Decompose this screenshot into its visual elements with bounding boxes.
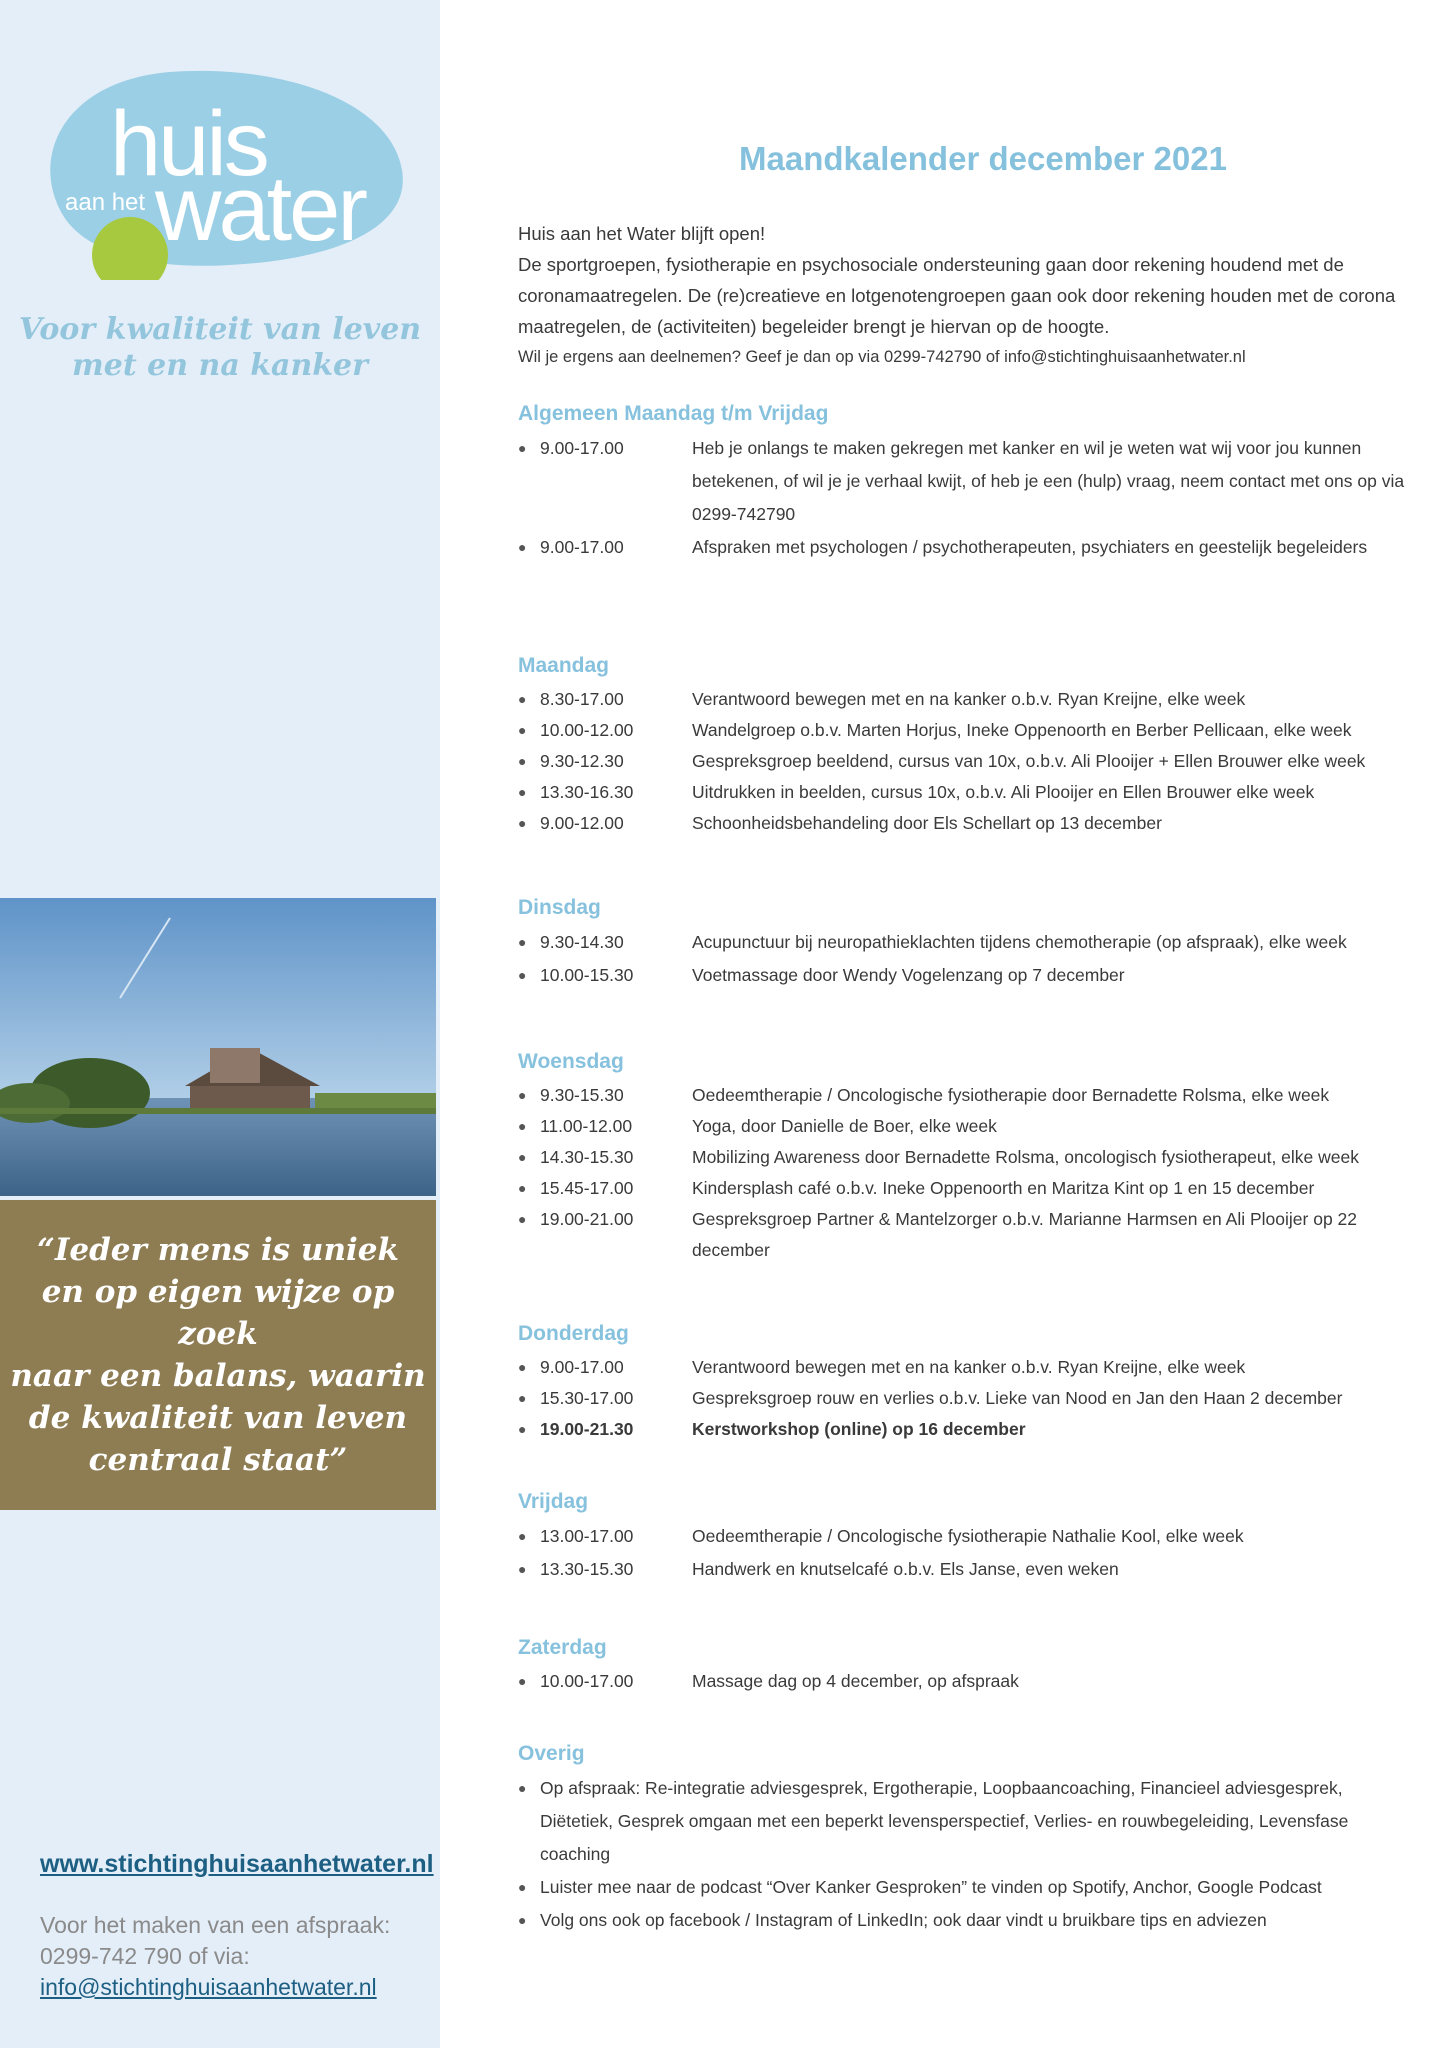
section-overig <box>518 1742 1408 1937</box>
house-by-water-photo <box>0 898 436 1196</box>
website-link[interactable]: www.stichtinghuisaanhetwater.nl <box>40 1850 434 1878</box>
contact-info <box>40 1910 390 2003</box>
section-heading: Donderdag <box>518 1322 629 1345</box>
schedule-item <box>518 959 1408 992</box>
item-description: Volg ons ook op facebook / Instagram of LinkedIn; ook daar vindt u bruikbare tips en adviezen <box>540 1910 1267 1930</box>
section-heading: Vrijdag <box>518 1490 589 1513</box>
section-algemeen <box>518 402 1408 564</box>
item-description: Oedeemtherapie / Oncologische fysiotherapie door Bernadette Rolsma, elke week <box>692 1085 1330 1105</box>
schedule-item <box>518 1520 1408 1553</box>
item-description: Massage dag op 4 december, op afspraak <box>692 1671 1019 1691</box>
quote-line-2: en op eigen wijze op zoek <box>41 1274 395 1352</box>
section-dinsdag <box>518 896 1408 992</box>
item-time: 9.30-15.30 <box>540 1085 624 1105</box>
item-time: 9.30-14.30 <box>540 932 624 952</box>
schedule-list <box>518 926 1408 992</box>
section-heading: Dinsdag <box>518 896 601 919</box>
schedule-list <box>518 684 1408 839</box>
schedule-list <box>518 1666 1408 1697</box>
item-description: Yoga, door Danielle de Boer, elke week <box>692 1116 997 1136</box>
section-zaterdag <box>518 1636 1408 1697</box>
schedule-item <box>518 777 1408 808</box>
quote-box <box>0 1200 436 1510</box>
item-description: Gespreksgroep rouw en verlies o.b.v. Lieke van Nood en Jan den Haan 2 december <box>692 1388 1343 1408</box>
bullet-icon: ● <box>518 1087 527 1103</box>
quote-line-3: naar een balans, waarin <box>10 1358 426 1394</box>
item-time: 9.00-17.00 <box>540 438 624 458</box>
item-description: Verantwoord bewegen met en na kanker o.b.v. Ryan Kreijne, elke week <box>692 1357 1246 1377</box>
bullet-icon: ● <box>518 815 527 831</box>
item-time: 10.00-12.00 <box>540 720 634 740</box>
item-time: 13.30-16.30 <box>540 782 634 802</box>
tagline <box>0 312 440 384</box>
overig-list <box>518 1772 1408 1937</box>
item-time: 15.45-17.00 <box>540 1178 634 1198</box>
item-description: Kindersplash café o.b.v. Ineke Oppenoorth en Maritza Kint op 1 en 15 december <box>692 1178 1315 1198</box>
section-heading: Overig <box>518 1742 585 1765</box>
overig-item <box>518 1904 1408 1937</box>
overig-item <box>518 1871 1408 1904</box>
bullet-icon: ● <box>518 1211 527 1227</box>
item-description: Op afspraak: Re-integratie adviesgesprek, Ergotherapie, Loopbaancoaching, Financieel adviesgesprek, Diëtetiek, Gesprek omgaan met een beperkt levensperspectief, Verlies- en rouwbegeleiding, Levensfase coaching <box>540 1778 1349 1864</box>
quote-text <box>8 1229 428 1481</box>
schedule-item <box>518 1204 1408 1266</box>
item-time: 9.00-17.00 <box>540 1357 624 1377</box>
sidebar <box>0 0 440 2048</box>
item-description: Gespreksgroep beeldend, cursus van 10x, o.b.v. Ali Plooijer + Ellen Brouwer elke week <box>692 751 1366 771</box>
intro-line-1: Huis aan het Water blijft open! <box>518 223 766 244</box>
item-time: 14.30-15.30 <box>540 1147 634 1167</box>
logo-word-water: water <box>155 158 365 260</box>
bullet-icon: ● <box>518 1118 527 1134</box>
section-donderdag <box>518 1322 1408 1445</box>
item-time: 19.00-21.00 <box>540 1209 634 1229</box>
item-time: 11.00-12.00 <box>540 1116 633 1136</box>
schedule-item <box>518 1080 1408 1111</box>
schedule-list <box>518 1520 1408 1586</box>
schedule-list <box>518 432 1408 564</box>
bullet-icon: ● <box>518 1879 527 1895</box>
bullet-icon: ● <box>518 753 527 769</box>
item-time: 13.00-17.00 <box>540 1526 634 1546</box>
quote-line-4: de kwaliteit van leven <box>28 1400 408 1436</box>
schedule-item <box>518 926 1408 959</box>
bullet-icon: ● <box>518 1780 527 1796</box>
item-description: Luister mee naar de podcast “Over Kanker Gesproken” te vinden op Spotify, Anchor, Google Podcast <box>540 1877 1322 1897</box>
intro-paragraph: De sportgroepen, fysiotherapie en psychosociale ondersteuning gaan door rekening houdend met de coronamaatregelen. De (re)creatieve en lotgenotengroepen gaan ook door rekening houden met de corona maatregelen, de (activiteiten) begeleider brengt je hiervan op de hoogte. <box>518 254 1396 337</box>
item-time: 19.00-21.30 <box>540 1419 634 1439</box>
bullet-icon: ● <box>518 691 527 707</box>
schedule-list <box>518 1080 1408 1266</box>
item-time: 8.30-17.00 <box>540 689 624 709</box>
schedule-item <box>518 1383 1408 1414</box>
item-description: Voetmassage door Wendy Vogelenzang op 7 december <box>692 965 1125 985</box>
bullet-icon: ● <box>518 1180 527 1196</box>
item-description: Schoonheidsbehandeling door Els Schellart op 13 december <box>692 813 1162 833</box>
contact-line-1: Voor het maken van een afspraak: <box>40 1912 391 1938</box>
bullet-icon: ● <box>518 440 527 456</box>
item-description: Acupunctuur bij neuropathieklachten tijdens chemotherapie (op afspraak), elke week <box>692 932 1347 952</box>
schedule-item <box>518 1666 1408 1697</box>
schedule-item <box>518 808 1408 839</box>
section-maandag <box>518 654 1408 839</box>
item-description: Kerstworkshop (online) op 16 december <box>692 1419 1026 1439</box>
schedule-item <box>518 1111 1408 1142</box>
item-description: Wandelgroep o.b.v. Marten Horjus, Ineke Oppenoorth en Berber Pellicaan, elke week <box>692 720 1352 740</box>
intro-signup: Wil je ergens aan deelnemen? Geef je dan op via 0299-742790 of info@stichtinghuisaanhetwater.nl <box>518 348 1246 366</box>
logo-word-huis: huis <box>110 93 267 195</box>
contact-email-link[interactable]: info@stichtinghuisaanhetwater.nl <box>40 1974 377 2000</box>
huis-aan-het-water-logo <box>30 60 410 280</box>
item-time: 9.00-17.00 <box>540 537 624 557</box>
schedule-item <box>518 746 1408 777</box>
item-time: 9.30-12.30 <box>540 751 624 771</box>
bullet-icon: ● <box>518 1912 527 1928</box>
bullet-icon: ● <box>518 1528 527 1544</box>
schedule-list <box>518 1352 1408 1445</box>
tagline-line-1: Voor kwaliteit van leven <box>18 312 422 347</box>
item-description: Afspraken met psychologen / psychotherapeuten, psychiaters en geestelijk begeleiders <box>692 537 1368 557</box>
page-title: Maandkalender december 2021 <box>739 140 1227 177</box>
logo-word-aan-het: aan het <box>65 189 146 216</box>
schedule-item <box>518 531 1408 564</box>
section-heading: Woensdag <box>518 1050 624 1073</box>
item-time: 9.00-12.00 <box>540 813 624 833</box>
item-time: 10.00-17.00 <box>540 1671 634 1691</box>
bullet-icon: ● <box>518 1149 527 1165</box>
contact-line-2: 0299-742 790 of via: <box>40 1943 250 1969</box>
bullet-icon: ● <box>518 1673 527 1689</box>
overig-item <box>518 1772 1408 1871</box>
schedule-item <box>518 1352 1408 1383</box>
bullet-icon: ● <box>518 934 527 950</box>
section-vrijdag <box>518 1490 1408 1586</box>
section-woensdag <box>518 1050 1408 1266</box>
item-time: 13.30-15.30 <box>540 1559 634 1579</box>
item-description: Gespreksgroep Partner & Mantelzorger o.b.v. Marianne Harmsen en Ali Plooijer op 22 december <box>692 1209 1358 1260</box>
bullet-icon: ● <box>518 1359 527 1375</box>
section-heading: Zaterdag <box>518 1636 607 1659</box>
quote-line-5: centraal staat” <box>88 1442 348 1478</box>
bullet-icon: ● <box>518 784 527 800</box>
bullet-icon: ● <box>518 1561 527 1577</box>
item-description: Mobilizing Awareness door Bernadette Rolsma, oncologisch fysiotherapeut, elke week <box>692 1147 1359 1167</box>
item-time: 15.30-17.00 <box>540 1388 634 1408</box>
schedule-item <box>518 684 1408 715</box>
item-description: Uitdrukken in beelden, cursus 10x, o.b.v. Ali Plooijer en Ellen Brouwer elke week <box>692 782 1315 802</box>
item-time: 10.00-15.30 <box>540 965 634 985</box>
schedule-item <box>518 432 1408 531</box>
section-heading: Maandag <box>518 654 610 677</box>
bullet-icon: ● <box>518 1421 527 1437</box>
item-description: Handwerk en knutselcafé o.b.v. Els Janse, even weken <box>692 1559 1119 1579</box>
schedule-item-highlight <box>518 1414 1408 1445</box>
item-description: Heb je onlangs te maken gekregen met kanker en wil je weten wat wij voor jou kunnen betekenen, of wil je je verhaal kwijt, of heb je een (hulp) vraag, neem contact met ons op via 0299-742790 <box>692 438 1405 524</box>
quote-line-1: “Ieder mens is uniek <box>37 1232 399 1268</box>
schedule-item <box>518 1142 1408 1173</box>
bullet-icon: ● <box>518 539 527 555</box>
section-heading: Algemeen Maandag t/m Vrijdag <box>518 402 829 425</box>
tagline-line-2: met en na kanker <box>72 348 368 383</box>
bullet-icon: ● <box>518 967 527 983</box>
item-description: Oedeemtherapie / Oncologische fysiotherapie Nathalie Kool, elke week <box>692 1526 1244 1546</box>
bullet-icon: ● <box>518 1390 527 1406</box>
schedule-item <box>518 1553 1408 1586</box>
item-description: Verantwoord bewegen met en na kanker o.b.v. Ryan Kreijne, elke week <box>692 689 1246 709</box>
main-content <box>518 140 1408 373</box>
schedule-item <box>518 715 1408 746</box>
intro <box>518 218 1408 373</box>
schedule-item <box>518 1173 1408 1204</box>
bullet-icon: ● <box>518 722 527 738</box>
